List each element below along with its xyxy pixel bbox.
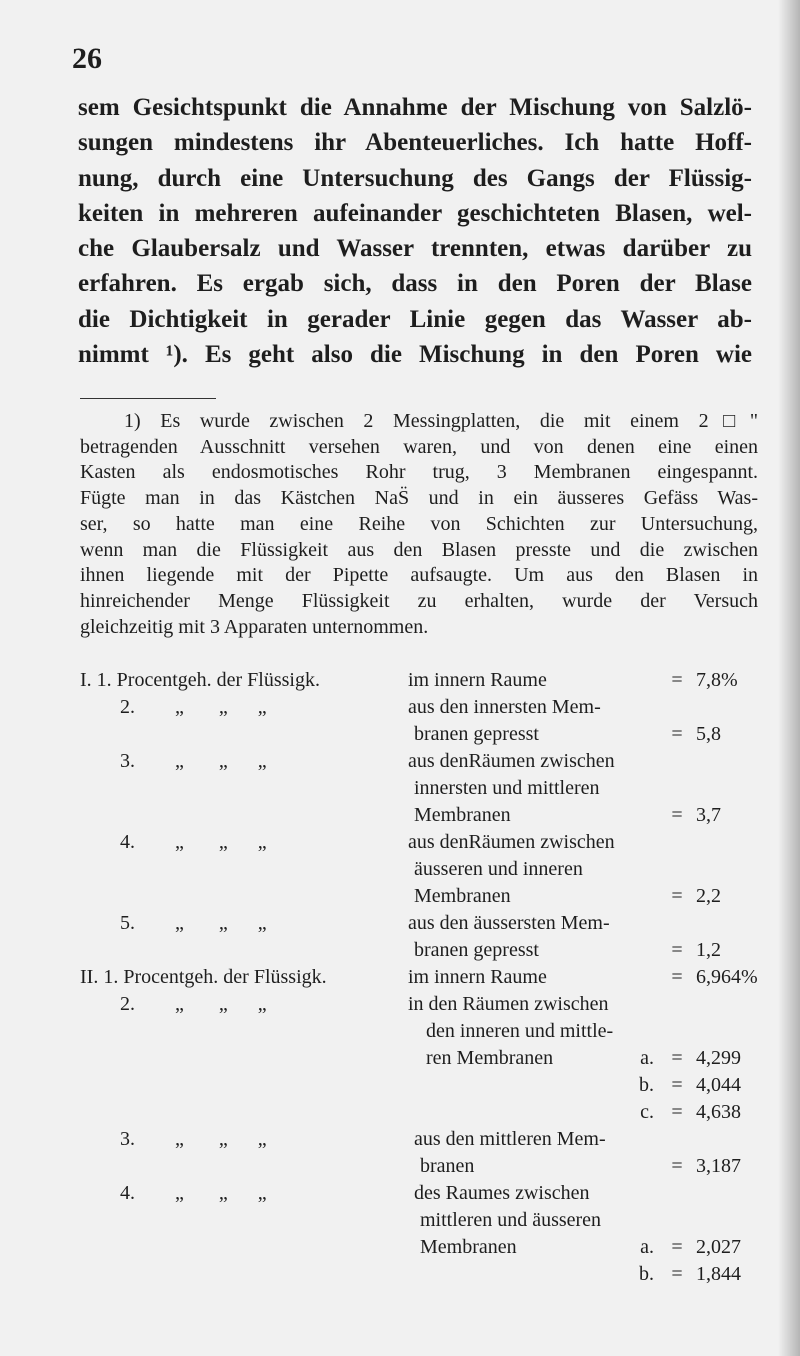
body-line: sungen mindestens ihr Abenteuerliches. Ich hatte Hoff-: [78, 129, 752, 157]
row-description: im innern Raume: [408, 966, 547, 988]
table-row: [80, 802, 758, 829]
footnote-line: ser, so hatte man eine Reihe von Schichten zur Untersuchung,: [80, 512, 758, 535]
footnote-line: gleichzeitig mit 3 Apparaten unternommen.: [80, 615, 429, 638]
row-description: ren Membranen: [426, 1047, 554, 1069]
row-description: mittleren und äusseren: [420, 1209, 602, 1231]
row-description: aus denRäumen zwischen: [408, 831, 615, 853]
equals-sign: =: [671, 1263, 683, 1285]
equals-sign: =: [671, 885, 683, 907]
row-label: 2. „ „ „: [120, 696, 267, 718]
row-label: 3. „ „ „: [120, 750, 267, 772]
footnote-line: 1) Es wurde zwischen 2 Messingplatten, die mit einem 2□": [124, 410, 758, 432]
table-row: [80, 748, 758, 775]
row-sub-label: a.: [640, 1236, 654, 1258]
row-value: 1,2: [696, 939, 721, 961]
footnote-line: betragenden Ausschnitt versehen waren, und von denen eine einen: [80, 435, 758, 458]
body-line: die Dichtigkeit in gerader Linie gegen das Wasser ab-: [78, 305, 752, 333]
row-description: aus den äussersten Mem-: [408, 912, 610, 934]
row-value: 1,844: [696, 1263, 741, 1285]
row-value: 5,8: [696, 723, 721, 745]
table-row: [80, 1045, 758, 1072]
equals-sign: =: [671, 1155, 683, 1177]
table-row: [80, 667, 758, 694]
row-value: 4,638: [696, 1101, 741, 1123]
row-description: Membranen: [420, 1236, 517, 1258]
table-row: [80, 991, 758, 1018]
row-description: aus den innersten Mem-: [408, 696, 601, 718]
table-row: [80, 856, 758, 883]
footnote-line: ihnen liegende mit der Pipette aufsaugte. Um aus den Blasen in: [80, 564, 758, 587]
row-value: 6,964%: [696, 966, 758, 988]
body-line: erfahren. Es ergab sich, dass in den Poren der Blase: [78, 270, 752, 298]
table-row: [80, 694, 758, 721]
table-row: [80, 1099, 758, 1126]
row-description: aus den mittleren Mem-: [414, 1128, 606, 1150]
table-row: [80, 721, 758, 748]
row-label: 3. „ „ „: [120, 1128, 267, 1150]
row-sub-label: b.: [639, 1263, 654, 1285]
row-description: im innern Raume: [408, 669, 547, 691]
row-label: 2. „ „ „: [120, 993, 267, 1015]
table-row: [80, 1126, 758, 1153]
equals-sign: =: [671, 723, 683, 745]
table-row: [80, 1234, 758, 1261]
table-row: [80, 964, 758, 991]
row-value: 3,7: [696, 804, 721, 826]
row-label: I. 1. Procentgeh. der Flüssigk.: [80, 669, 320, 691]
body-line: sem Gesichtspunkt die Annahme der Mischung von Salzlö-: [78, 94, 752, 121]
row-value: 2,2: [696, 885, 721, 907]
row-description: Membranen: [414, 804, 511, 826]
table-row: [80, 1207, 758, 1234]
measurement-table: [80, 667, 758, 1288]
footnote-line: Kasten als endosmotisches Rohr trug, 3 Membranen eingespannt.: [80, 461, 758, 484]
row-label: 5. „ „ „: [120, 912, 267, 934]
row-sub-label: c.: [640, 1101, 654, 1123]
row-description: Membranen: [414, 885, 511, 907]
row-description: den inneren und mittle-: [426, 1020, 614, 1042]
footnote-line: wenn man die Flüssigkeit aus den Blasen presste und die zwischen: [80, 538, 758, 561]
table-row: [80, 937, 758, 964]
footnote-line: Fügte man in das Kästchen NaS̈ und in ein äusseres Gefäss Was-: [80, 487, 758, 510]
footnote-divider: [80, 398, 216, 399]
page-number: 26: [72, 42, 102, 75]
row-value: 7,8%: [696, 669, 738, 691]
row-value: 3,187: [696, 1155, 741, 1177]
body-line: nimmt ¹). Es geht also die Mischung in den Poren wie: [78, 341, 752, 369]
table-row: [80, 1072, 758, 1099]
row-description: branen: [420, 1155, 475, 1177]
row-label: 4. „ „ „: [120, 831, 267, 853]
footnote-line: hinreichender Menge Flüssigkeit zu erhalten, wurde der Versuch: [80, 589, 758, 612]
equals-sign: =: [671, 669, 683, 691]
equals-sign: =: [671, 1047, 683, 1069]
table-row: [80, 1180, 758, 1207]
equals-sign: =: [671, 1236, 683, 1258]
table-row: [80, 1153, 758, 1180]
equals-sign: =: [671, 1101, 683, 1123]
table-row: [80, 1018, 758, 1045]
row-value: 4,299: [696, 1047, 741, 1069]
body-line: nung, durch eine Untersuchung des Gangs der Flüssig-: [78, 164, 752, 192]
body-line: che Glaubersalz und Wasser trennten, etwas darüber zu: [78, 235, 752, 263]
row-sub-label: b.: [639, 1074, 654, 1096]
row-label: 4. „ „ „: [120, 1182, 267, 1204]
equals-sign: =: [671, 804, 683, 826]
equals-sign: =: [671, 939, 683, 961]
row-description: des Raumes zwischen: [414, 1182, 590, 1204]
table-row: [80, 775, 758, 802]
row-description: aus denRäumen zwischen: [408, 750, 615, 772]
footnote: [80, 409, 758, 640]
equals-sign: =: [671, 966, 683, 988]
table-row: [80, 829, 758, 856]
row-value: 2,027: [696, 1236, 741, 1258]
table-row: [80, 1261, 758, 1288]
row-description: innersten und mittleren: [414, 777, 600, 799]
row-description: äusseren und inneren: [414, 858, 583, 880]
row-description: in den Räumen zwischen: [408, 993, 609, 1015]
row-description: branen gepresst: [414, 723, 539, 745]
equals-sign: =: [671, 1074, 683, 1096]
row-description: branen gepresst: [414, 939, 539, 961]
row-value: 4,044: [696, 1074, 741, 1096]
body-line: keiten in mehreren aufeinander geschichteten Blasen, wel-: [78, 199, 752, 227]
table-row: [80, 910, 758, 937]
table-row: [80, 883, 758, 910]
body-text: [78, 90, 752, 372]
row-sub-label: a.: [640, 1047, 654, 1069]
row-label: II. 1. Procentgeh. der Flüssigk.: [80, 966, 327, 988]
